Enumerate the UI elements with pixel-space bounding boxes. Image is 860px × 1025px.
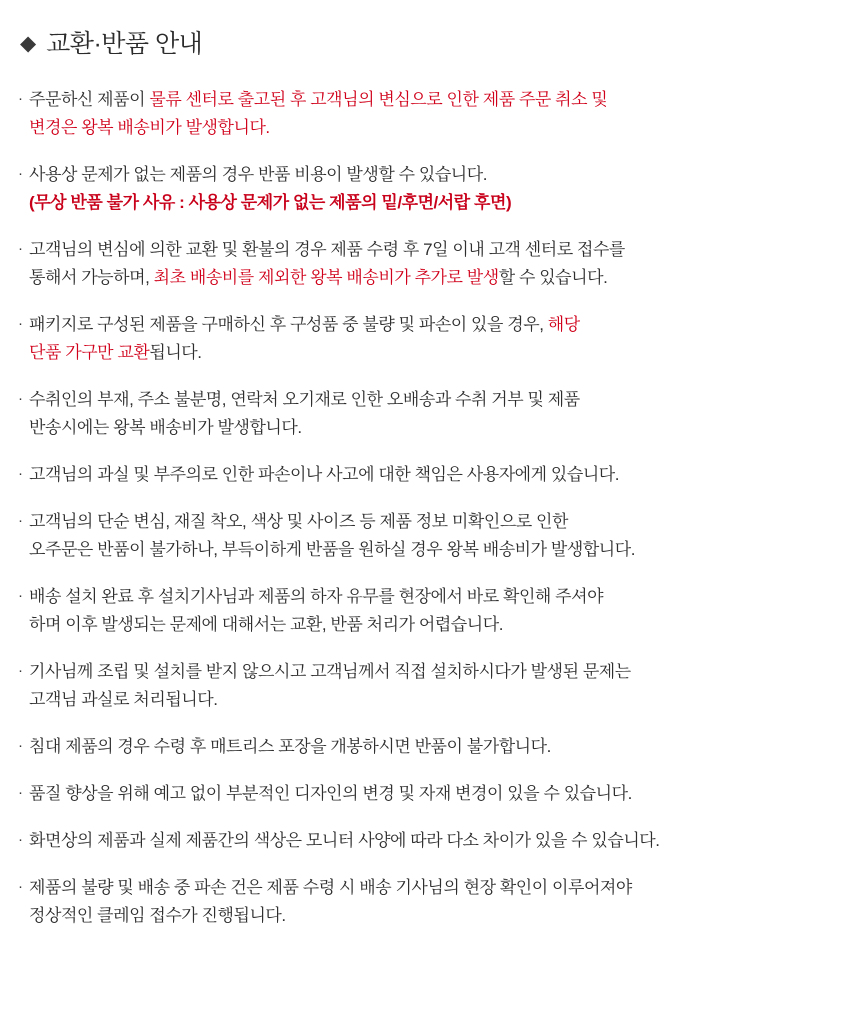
notice-line (29, 583, 846, 611)
text-segment: 할 수 있습니다. (498, 268, 608, 287)
notice-item (14, 508, 846, 564)
notice-line (29, 264, 846, 292)
bullet-icon: · (18, 465, 23, 482)
notice-line (29, 902, 846, 930)
notice-text (29, 733, 846, 761)
notice-item (14, 161, 846, 217)
text-segment: 화면상의 제품과 실제 제품간의 색상은 모니터 사양에 따라 다소 차이가 있을 수 있습니다. (29, 831, 660, 850)
highlighted-text-segment: 변경은 왕복 배송비가 발생합니다. (29, 118, 270, 137)
text-segment: 패키지로 구성된 제품을 구매하신 후 구성품 중 불량 및 파손이 있을 경우, (29, 315, 548, 334)
notice-item (14, 583, 846, 639)
notice-line (29, 161, 846, 189)
notice-line (29, 461, 846, 489)
text-segment: 배송 설치 완료 후 설치기사님과 제품의 하자 유무를 현장에서 바로 확인해 주셔야 (29, 587, 604, 606)
bullet-icon: · (18, 737, 23, 754)
notice-line (29, 414, 846, 442)
notice-item (14, 658, 846, 714)
bullet-icon: · (18, 90, 23, 107)
notice-item (14, 827, 846, 855)
bullet-icon: · (18, 784, 23, 801)
bullet-icon: · (18, 390, 23, 407)
notice-list (14, 86, 846, 930)
notice-line (29, 114, 846, 142)
text-segment: 오주문은 반품이 불가하나, 부득이하게 반품을 원하실 경우 왕복 배송비가 발생합니다. (29, 540, 636, 559)
bullet-icon: · (18, 831, 23, 848)
notice-line (29, 733, 846, 761)
notice-line (29, 611, 846, 639)
notice-text (29, 827, 846, 855)
text-segment: 고객님 과실로 처리됩니다. (29, 690, 218, 709)
text-segment: 하며 이후 발생되는 문제에 대해서는 교환, 반품 처리가 어렵습니다. (29, 615, 503, 634)
text-segment: 고객님의 단순 변심, 재질 착오, 색상 및 사이즈 등 제품 정보 미확인으로 인한 (29, 512, 568, 531)
highlighted-text-segment: 단품 가구만 교환 (29, 343, 150, 362)
notice-item (14, 86, 846, 142)
text-segment: 정상적인 클레임 접수가 진행됩니다. (29, 906, 286, 925)
notice-line (29, 189, 846, 217)
text-segment: 품질 향상을 위해 예고 없이 부분적인 디자인의 변경 및 자재 변경이 있을 수 있습니다. (29, 784, 632, 803)
text-segment: 제품의 불량 및 배송 중 파손 건은 제품 수령 시 배송 기사님의 현장 확인이 이루어져야 (29, 878, 632, 897)
bullet-icon: · (18, 587, 23, 604)
text-segment: 됩니다. (149, 343, 202, 362)
highlighted-text-segment: 물류 센터로 출고된 후 고객님의 변심으로 인한 제품 주문 취소 및 (149, 90, 608, 109)
text-segment: 기사님께 조립 및 설치를 받지 않으시고 고객님께서 직접 설치하시다가 발생된 문제는 (29, 662, 631, 681)
diamond-icon: ◆ (20, 31, 37, 55)
bullet-icon: · (18, 240, 23, 257)
notice-item (14, 733, 846, 761)
notice-line (29, 311, 846, 339)
notice-line (29, 874, 846, 902)
notice-item (14, 461, 846, 489)
text-segment: 고객님의 과실 및 부주의로 인한 파손이나 사고에 대한 책임은 사용자에게 있습니다. (29, 465, 620, 484)
notice-item (14, 236, 846, 292)
notice-line (29, 827, 846, 855)
notice-line (29, 386, 846, 414)
page-title (14, 24, 846, 60)
notice-text (29, 161, 846, 217)
text-segment: 침대 제품의 경우 수령 후 매트리스 포장을 개봉하시면 반품이 불가합니다. (29, 737, 551, 756)
notice-line (29, 686, 846, 714)
bullet-icon: · (18, 662, 23, 679)
notice-text (29, 780, 846, 808)
notice-text (29, 508, 846, 564)
text-segment: 고객님의 변심에 의한 교환 및 환불의 경우 제품 수령 후 7일 이내 고객 센터로 접수를 (29, 240, 625, 259)
text-segment: 통해서 가능하며, (29, 268, 154, 287)
notice-item (14, 311, 846, 367)
highlighted-text-segment: 최초 배송비를 제외한 왕복 배송비가 추가로 발생 (153, 268, 499, 287)
notice-text (29, 236, 846, 292)
page-title-text: 교환·반품 안내 (46, 30, 203, 58)
text-segment: 반송시에는 왕복 배송비가 발생합니다. (29, 418, 302, 437)
notice-text (29, 583, 846, 639)
highlighted-text-segment: (무상 반품 불가 사유 : 사용상 문제가 없는 제품의 밑/후면/서랍 후면) (29, 193, 512, 212)
notice-line (29, 236, 846, 264)
notice-item (14, 386, 846, 442)
notice-line (29, 536, 846, 564)
bullet-icon: · (18, 878, 23, 895)
bullet-icon: · (18, 165, 23, 182)
notice-item (14, 874, 846, 930)
bullet-icon: · (18, 512, 23, 529)
notice-item (14, 780, 846, 808)
notice-line (29, 508, 846, 536)
notice-line (29, 86, 846, 114)
highlighted-text-segment: 해당 (547, 315, 580, 334)
bullet-icon: · (18, 315, 23, 332)
notice-text (29, 386, 846, 442)
notice-text (29, 658, 846, 714)
notice-text (29, 874, 846, 930)
notice-line (29, 658, 846, 686)
text-segment: 주문하신 제품이 (29, 90, 150, 109)
notice-text (29, 461, 846, 489)
notice-line (29, 780, 846, 808)
notice-text (29, 86, 846, 142)
notice-text (29, 311, 846, 367)
notice-line (29, 339, 846, 367)
text-segment: 사용상 문제가 없는 제품의 경우 반품 비용이 발생할 수 있습니다. (29, 165, 488, 184)
text-segment: 수취인의 부재, 주소 불분명, 연락처 오기재로 인한 오배송과 수취 거부 및 제품 (29, 390, 580, 409)
